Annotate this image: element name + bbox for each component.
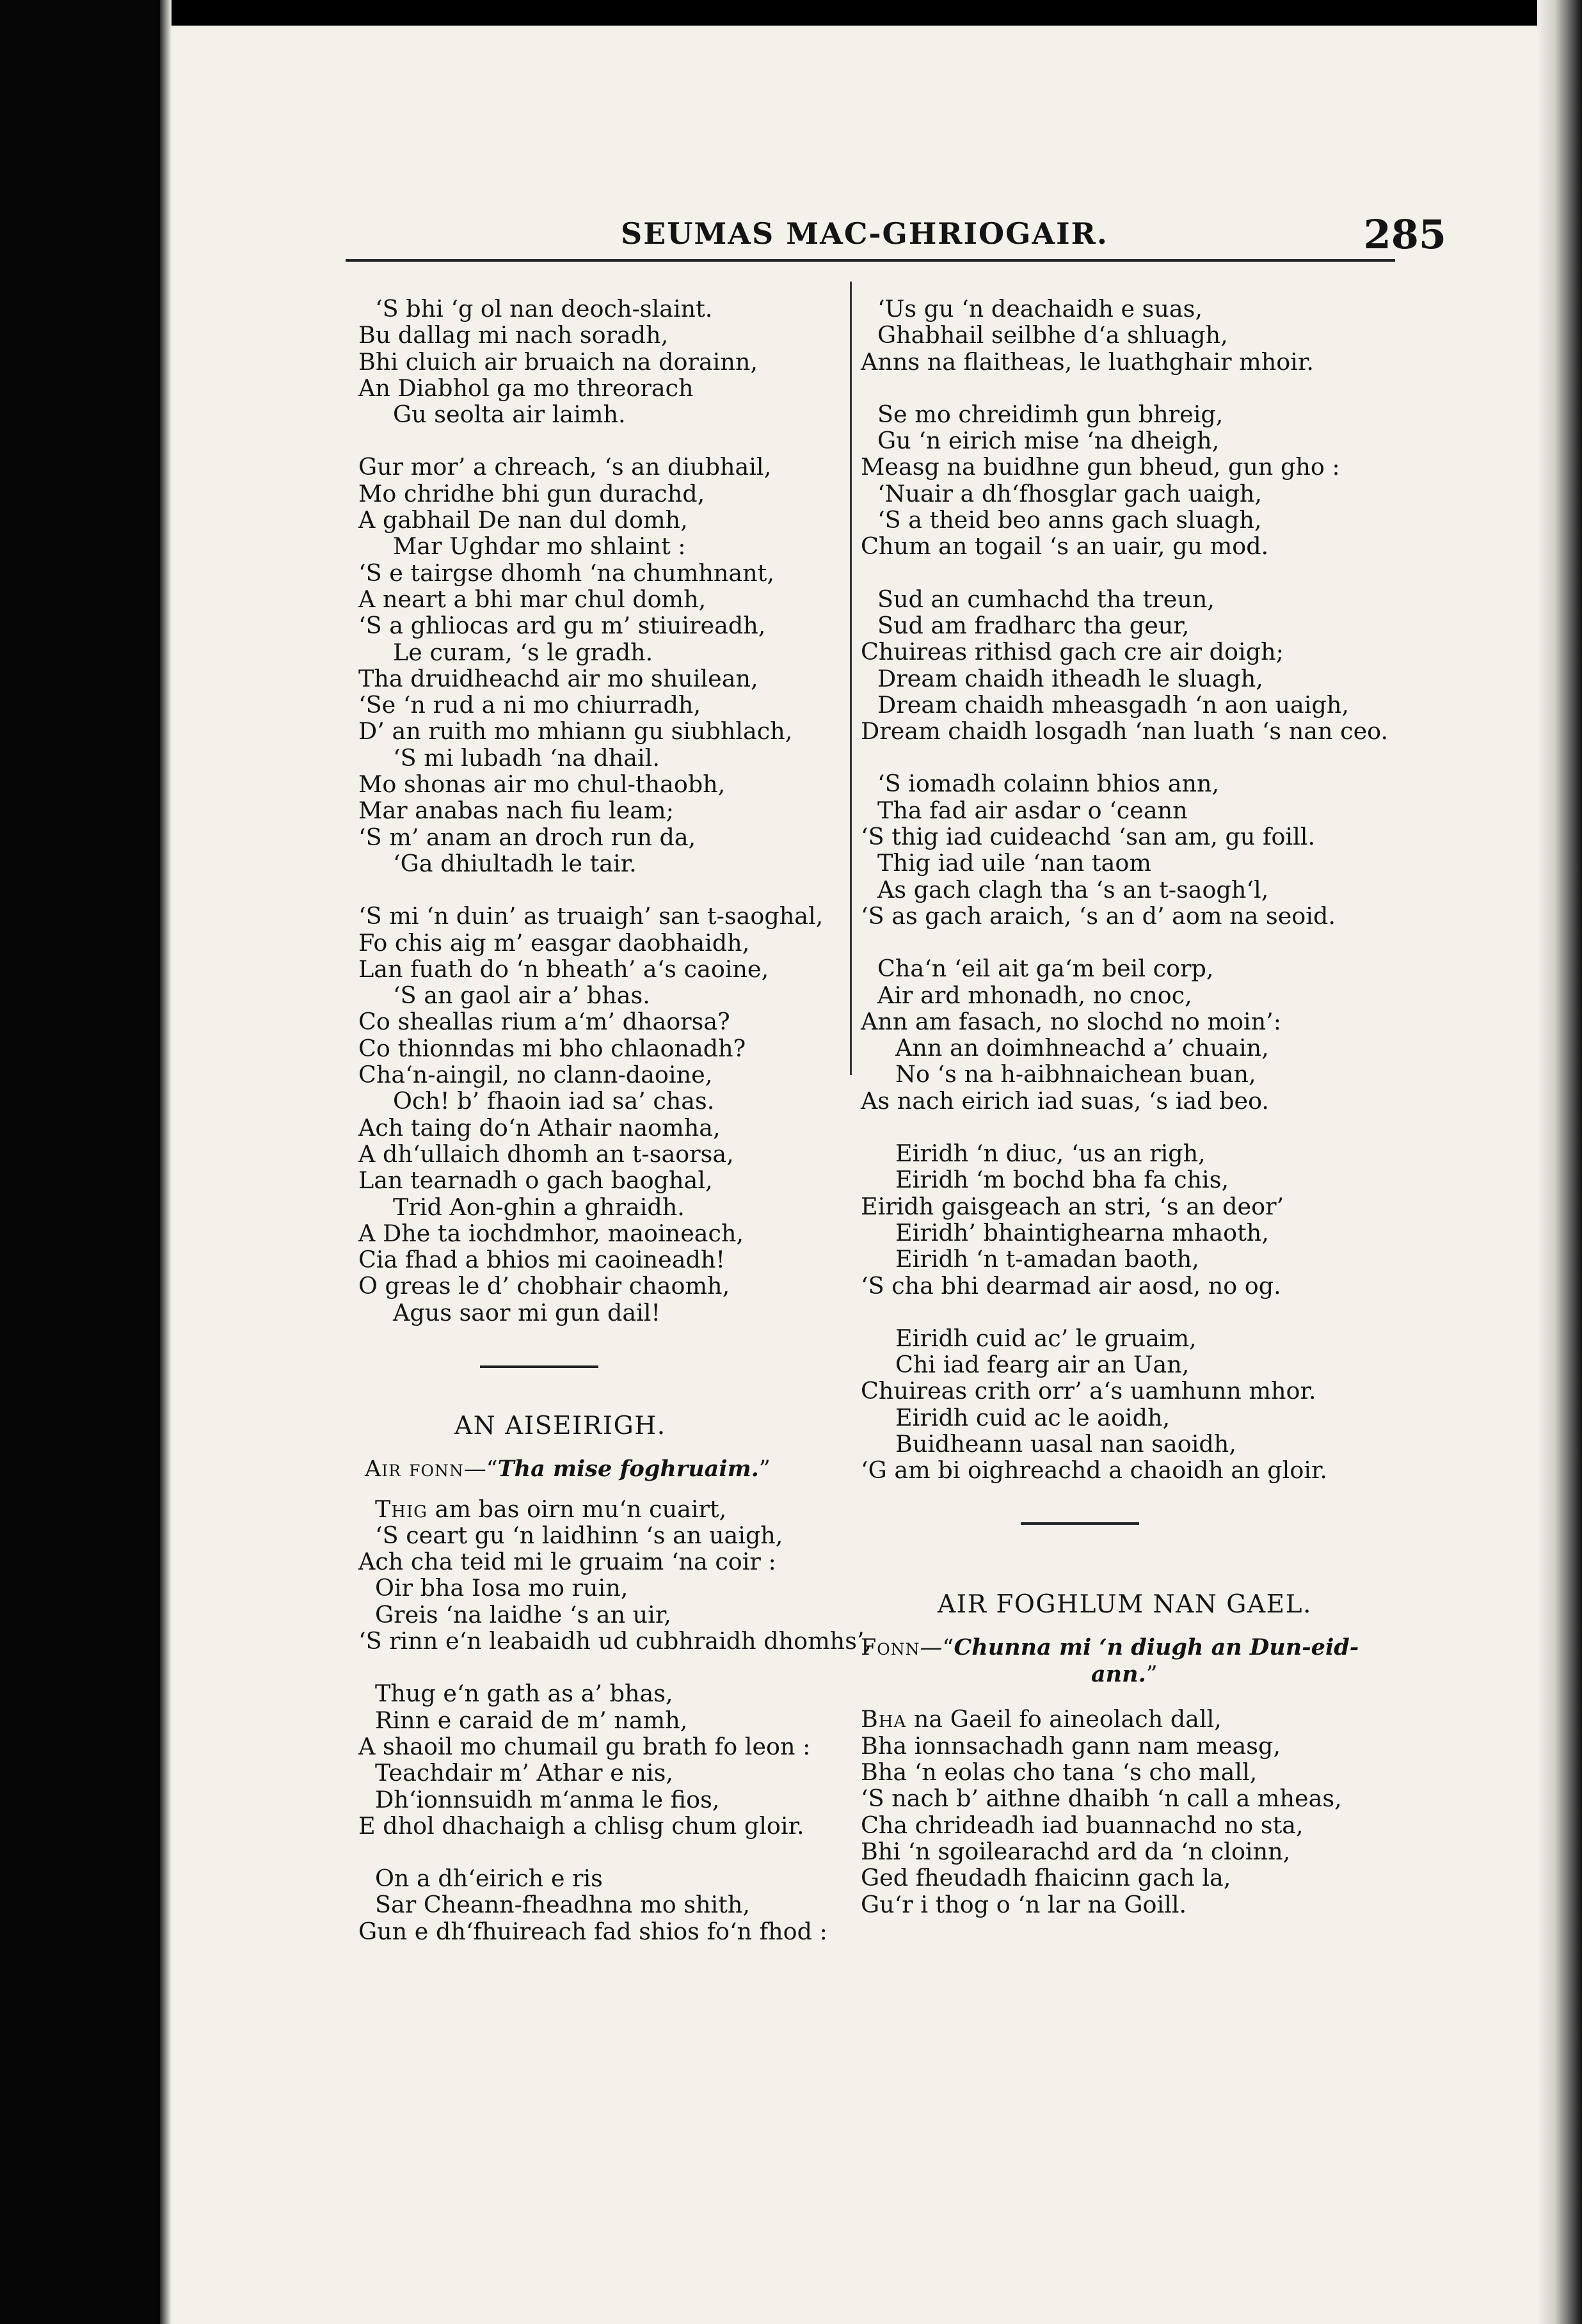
verse-line: Gu‘r i thog o ‘n lar na Goill. [861,1890,1187,1918]
stanza [861,955,1424,1114]
verse-line: Sar Cheann-fheadhna mo shith, [375,1891,750,1919]
verse-line: Och! b’ fhaoin iad sa’ chas. [393,1087,715,1115]
verse-line: Eiridh gaisgeach an stri, ‘s an deor’ [861,1192,1284,1220]
verse-line: Bha ‘n eolas cho tana ‘s cho mall, [861,1758,1258,1787]
stanza-gap [861,1114,1424,1140]
verse-line: Mo chridhe bhi gun durachd, [358,479,705,507]
stanza [861,586,1424,745]
verse-line: Thig am bas oirn mu‘n cuairt, [375,1495,727,1523]
verse-line: Mar anabas nach fiu leam; [358,797,674,825]
column-divider [850,282,852,1075]
verse-line: ‘G am bi oighreachd a chaoidh an gloir. [861,1456,1328,1484]
verse-line: Ged fheudadh fhaicinn gach la, [861,1864,1231,1892]
stanza [861,1325,1424,1484]
verse-line: Buidheann uasal nan saoidh, [895,1429,1236,1458]
verse-line: Cha‘n ‘eil ait ga‘m beil corp, [877,955,1214,983]
stanza [358,296,864,427]
poem-continuation [861,296,1424,1484]
stanza-gap [861,929,1424,955]
verse-line: Co thionndas mi bho chlaonadh? [358,1034,746,1062]
stanza-gap [358,1654,864,1680]
verse-line: Greis ‘na laidhe ‘s an uir, [375,1600,671,1628]
verse-line: ‘S ceart gu ‘n laidhinn ‘s an uaigh, [375,1521,783,1549]
verse-line: Measg na buidhne gun bheud, gun gho : [861,453,1340,481]
verse-line: Agus saor mi gun dail! [393,1298,661,1326]
verse-line: ‘S as gach araich, ‘s an d’ aom na seoid. [861,902,1336,930]
verse-line: Trid Aon-ghin a ghraidh. [393,1193,685,1221]
verse-line: Cha chrideadh iad buannachd no sta, [861,1811,1304,1839]
verse-line: As gach clagh tha ‘s an t-saogh‘l, [877,875,1269,903]
verse-line: Ach taing do‘n Athair naomha, [358,1113,721,1142]
verse-line: Eiridh cuid ac’ le gruaim, [895,1324,1197,1352]
stanza [358,1495,872,1655]
poem-body [358,1495,872,1945]
verse-line: Eiridh cuid ac le aoidh, [895,1403,1171,1431]
stanza-gap [861,375,1424,401]
tune-name: Tha mise foghruaim. [497,1456,759,1483]
poem-body [861,1706,1424,1917]
verse-line: ‘S a theid beo anns gach sluagh, [877,506,1262,534]
verse-line: No ‘s na h-aibhnaichean buan, [895,1060,1256,1088]
stanza [358,1865,864,1945]
verse-line: On a dh‘eirich e ris [375,1865,603,1893]
scan-edge-right [1537,0,1582,2324]
verse-line: Sud am fradharc tha geur, [877,611,1190,639]
verse-line: Tha fad air asdar o ‘ceann [877,796,1188,824]
verse-line: Dream chaidh losgadh ‘nan luath ‘s nan ceo. [861,717,1389,745]
verse-line: Sud an cumhachd tha treun, [877,585,1215,613]
verse-line: Cha‘n-aingil, no clann-daoine, [358,1061,713,1089]
verse-line: O greas le d’ chobhair chaomh, [358,1272,730,1300]
verse-line: Bhi ‘n sgoilearachd ard da ‘n cloinn, [861,1837,1291,1865]
verse-line: A dh‘ullaich dhomh an t-saorsa, [358,1140,734,1168]
stanza [861,1140,1424,1299]
verse-line: A neart a bhi mar chul domh, [358,585,707,613]
stanza-gap [861,560,1424,586]
tune-line: Air fonn—“Tha mise foghruaim.” [365,1456,771,1483]
verse-line: ‘S mi ‘n duin’ as truaigh’ san t-saoghal, [358,902,824,930]
stanza [861,401,1424,560]
verse-line: ‘S iomadh colainn bhios ann, [877,770,1220,798]
verse-line: Ach cha teid mi le gruaim ‘na coir : [358,1548,776,1576]
verse-line: Thug e‘n gath as a’ bhas, [375,1680,673,1708]
verse-line: A shaoil mo chumail gu brath fo leon : [358,1732,811,1760]
verse-line: ‘Se ‘n rud a ni mo chiurradh, [358,691,701,719]
verse-line: Tha druidheachd air mo shuilean, [358,664,758,692]
poem-title: AN AISEIRIGH. [454,1411,666,1440]
verse-line: Air ard mhonadh, no cnoc, [877,981,1192,1009]
tune-name-continued: ann. [1091,1661,1146,1688]
tune-name: Chunna mi ‘n diugh an Dun-eid- [954,1634,1359,1660]
stanza [358,903,864,1326]
verse-line: Anns na flaitheas, le luathghair mhoir. [861,347,1314,376]
verse-line: ‘S e tairgse dhomh ‘na chumhnant, [358,559,774,587]
verse-line: Oir bha Iosa mo ruin, [375,1574,628,1602]
verse-line: Lan fuath do ‘n bheath’ a‘s caoine, [358,955,769,983]
stanza-gap [358,427,864,454]
verse-line: Mo shonas air mo chul-thaobh, [358,770,726,799]
verse-line: Dream chaidh itheadh le sluagh, [877,664,1263,692]
left-column [358,295,872,1945]
verse-line: ‘Ga dhiultadh le tair. [393,849,637,877]
verse-line: Gun e dh‘fhuireach fad shios fo‘n fhod : [358,1917,827,1945]
verse-line: Thig iad uile ‘nan taom [877,849,1151,877]
verse-line: An Diabhol ga mo threorach [358,374,694,402]
verse-line: ‘Nuair a dh‘fhosglar gach uaigh, [877,479,1263,507]
verse-line: Co sheallas rium a‘m’ dhaorsa? [358,1008,730,1036]
verse-line: Chuireas rithisd gach cre air doigh; [861,638,1284,666]
verse-line: ‘Us gu ‘n deachaidh e suas, [877,295,1203,322]
verse-line: Bhi cluich air bruaich na dorainn, [358,347,758,376]
verse-line: ‘S a ghliocas ard gu m’ stiuireadh, [358,612,766,640]
stanza [358,1680,864,1839]
verse-line: Dream chaidh mheasgadh ‘n aon uaigh, [877,690,1349,719]
verse-line: A Dhe ta iochdmhor, maoineach, [358,1219,744,1247]
verse-line: Chum an togail ‘s an uair, gu mod. [861,532,1269,561]
stanza-gap [358,1839,864,1865]
verse-line: Mar Ughdar mo shlaint : [393,532,686,561]
verse-line: Chuireas crith orr’ a‘s uamhunn mhor. [861,1377,1316,1405]
verse-line: Chi iad fearg air an Uan, [895,1351,1190,1379]
verse-line: ‘S rinn e‘n leabaidh ud cubhraidh dhomhs’, [358,1627,872,1655]
stanza [861,770,1424,929]
section-separator [1021,1522,1139,1525]
verse-line: ‘S thig iad cuideachd ‘san am, gu foill. [861,823,1316,851]
verse-line: Teachdair m’ Athar e nis, [375,1759,673,1787]
verse-line: E dhol dhachaigh a chlisg chum gloir. [358,1811,804,1840]
verse-line: Eiridh’ bhaintighearna mhaoth, [895,1218,1269,1246]
poem-title: AIR FOGHLUM NAN GAEL. [938,1589,1312,1619]
verse-line: Cia fhad a bhios mi caoineadh! [358,1246,726,1274]
page-gutter-shadow [160,0,172,2324]
verse-line: Lan tearnadh o gach baoghal, [358,1166,713,1195]
verse-line: Bha ionnsachadh gann nam measg, [861,1731,1281,1760]
verse-line: Se mo chreidimh gun bhreig, [877,400,1224,428]
verse-line: ‘S cha bhi dearmad air aosd, no og. [861,1271,1281,1300]
verse-line: Le curam, ‘s le gradh. [393,638,653,666]
verse-line: Dh‘ionnsuidh m‘anma le fios, [375,1785,720,1813]
stanza-gap [358,877,864,903]
stanza [358,454,864,877]
page-header [346,211,1446,262]
header-rule [346,259,1395,262]
verse-line: ‘S nach b’ aithne dhaibh ‘n call a mheas, [861,1785,1342,1813]
verse-line: ‘S bhi ‘g ol nan deoch-slaint. [375,295,713,322]
poem-continuation [358,296,864,1326]
verse-line: Eiridh ‘m bochd bha fa chis, [895,1166,1229,1194]
verse-line: Eiridh ‘n diuc, ‘us an righ, [895,1140,1206,1168]
verse-line: Ann am fasach, no slochd no moin’: [861,1007,1281,1035]
verse-line: Ghabhail seilbhe d‘a shluagh, [877,321,1228,349]
verse-line: A gabhail De nan dul domh, [358,506,688,534]
stanza-gap [861,1299,1424,1325]
stanza-gap [861,744,1424,770]
verse-line: Eiridh ‘n t-amadan baoth, [895,1245,1199,1273]
scan-edge-top [0,0,1582,26]
tune-line: Fonn—“Chunna mi ‘n diugh an Dun-eid- [861,1634,1359,1660]
verse-line: Gur mor’ a chreach, ‘s an diubhail, [358,453,772,481]
verse-line: Gu ‘n eirich mise ‘na dheigh, [877,427,1220,455]
running-title: SEUMAS MAC-GHRIOGAIR. [621,216,1108,251]
verse-line: Rinn e caraid de m’ namh, [375,1706,688,1734]
verse-line: Ann an doimhneachd a’ chuain, [895,1034,1269,1062]
right-column [861,296,1424,1918]
verse-line: D’ an ruith mo mhiann gu siubhlach, [358,717,793,745]
scan-edge-left [0,0,160,2324]
tune-label: Air fonn [365,1456,464,1483]
verse-line: ‘S mi lubadh ‘na dhail. [393,744,660,772]
tune-line-continued: ann.” [1091,1661,1158,1688]
verse-line: ‘S m’ anam an droch run da, [358,823,696,851]
verse-line: Bu dallag mi nach soradh, [358,321,669,349]
verse-line: Fo chis aig m’ easgar daobhaidh, [358,928,750,957]
stanza [861,296,1424,375]
stanza [861,1706,1424,1917]
tune-label: Fonn [861,1634,920,1660]
verse-line: Bha na Gaeil fo aineolach dall, [861,1705,1222,1733]
section-separator [480,1365,598,1368]
page-number: 285 [1363,211,1446,258]
verse-line: As nach eirich iad suas, ‘s iad beo. [861,1086,1270,1115]
verse-line: ‘S an gaol air a’ bhas. [393,982,650,1010]
verse-line: Gu seolta air laimh. [393,401,626,429]
